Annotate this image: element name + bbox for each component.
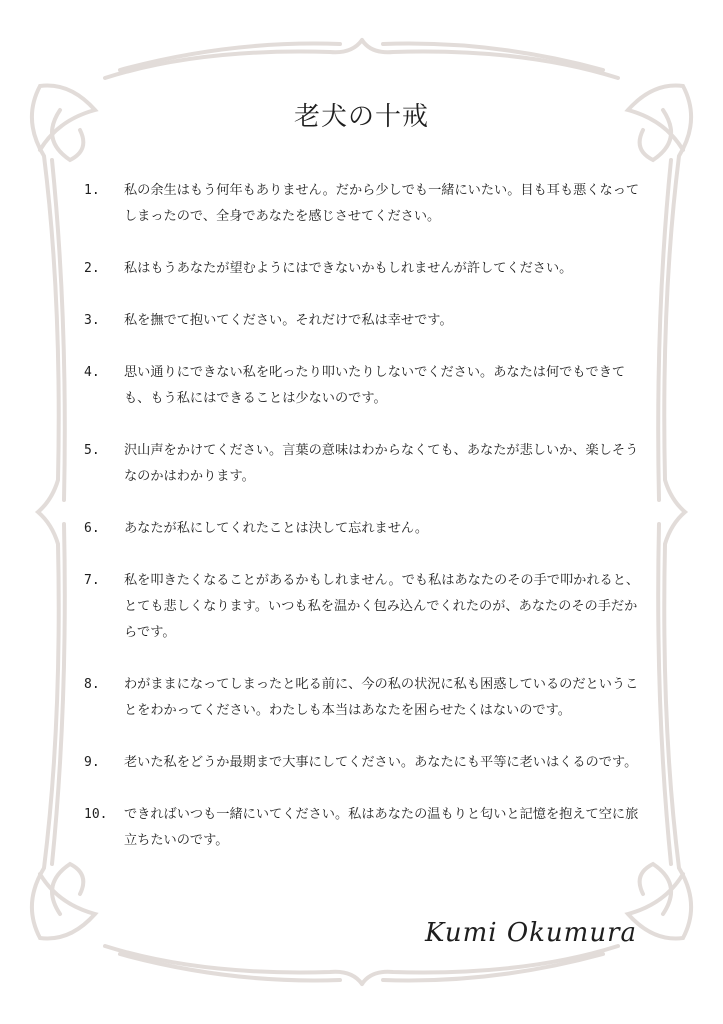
item-number: 4.: [84, 365, 100, 380]
item-text: できればいつも一緒にいてください。私はあなたの温もりと匂いと記憶を抱えて空に旅立ちたいのです。: [124, 807, 639, 848]
item-number: 8.: [84, 677, 100, 692]
list-item: [84, 256, 644, 282]
item-text: 私を撫でて抱いてください。それだけで私は幸せです。: [124, 313, 453, 328]
item-number: 5.: [84, 443, 100, 458]
item-text: 私を叩きたくなることがあるかもしれません。でも私はあなたのその手で叩かれると、とても悲しくなります。いつも私を温かく包み込んでくれたのが、あなたのその手だからです。: [124, 573, 640, 640]
item-text: わがままになってしまったと叱る前に、今の私の状況に私も困惑しているのだということをわかってください。わたしも本当はあなたを困らせたくはないのです。: [124, 677, 639, 718]
list-item: [84, 308, 644, 334]
item-text: 老いた私をどうか最期まで大事にしてください。あなたにも平等に老いはくるのです。: [124, 755, 638, 770]
list-item: [84, 360, 644, 412]
list-item: [84, 438, 644, 490]
page-title: 老犬の十戒: [293, 102, 429, 132]
item-text: 思い通りにできない私を叱ったり叩いたりしないでください。あなたは何でもできても、もう私にはできることは少ないのです。: [124, 365, 626, 406]
list-item: [84, 568, 644, 646]
item-number: 1.: [84, 183, 100, 198]
item-number: 9.: [84, 755, 100, 770]
item-text: 沢山声をかけてください。言葉の意味はわからなくても、あなたが悲しいか、楽しそうなのかはわかります。: [124, 443, 639, 484]
item-number: 10.: [84, 807, 108, 822]
commandments-list: [84, 178, 644, 880]
list-item: [84, 672, 644, 724]
list-item: [84, 516, 644, 542]
author-signature: Kumi Okumura: [425, 918, 637, 948]
list-item: [84, 750, 644, 776]
list-item: [84, 802, 644, 854]
item-number: 7.: [84, 573, 100, 588]
item-number: 2.: [84, 261, 100, 276]
item-text: 私はもうあなたが望むようにはできないかもしれませんが許してください。: [124, 261, 573, 276]
item-text: 私の余生はもう何年もありません。だから少しでも一緒にいたい。目も耳も悪くなってしまったので、全身であなたを感じさせてください。: [124, 183, 640, 224]
item-text: あなたが私にしてくれたことは決して忘れません。: [124, 521, 429, 536]
item-number: 6.: [84, 521, 100, 536]
item-number: 3.: [84, 313, 100, 328]
list-item: [84, 178, 644, 230]
